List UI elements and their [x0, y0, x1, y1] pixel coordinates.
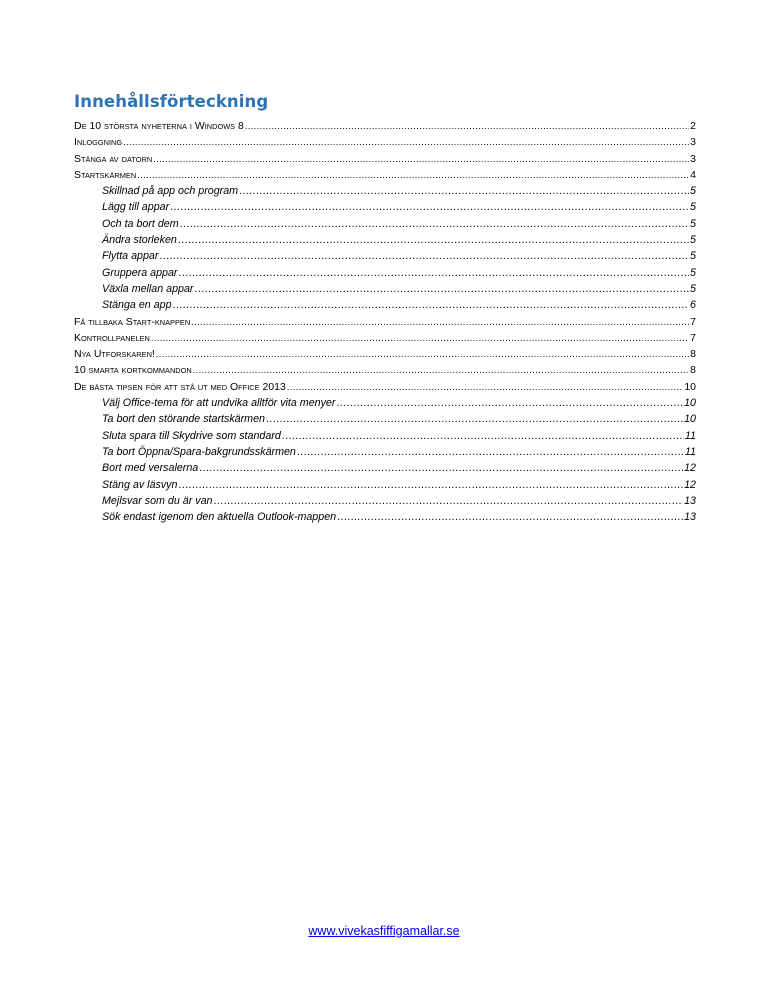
toc-entry-page-number: 2	[690, 120, 696, 132]
toc-entry-text: KONTROLLPANELEN	[74, 331, 150, 344]
toc-dot-leader	[156, 346, 689, 362]
toc-entry[interactable]	[74, 281, 696, 297]
toc-entry-page-number: 7	[690, 315, 696, 328]
toc-dot-leader	[159, 248, 689, 264]
toc-entry-text: Bort med versalerna	[102, 462, 199, 475]
toc-entry-text: Mejlsvar som du är van	[102, 494, 213, 507]
toc-entry-page-number: 8	[690, 348, 696, 361]
toc-entry[interactable]	[74, 232, 696, 248]
toc-entry-text: STÄNGA AV DATORN	[74, 152, 153, 165]
toc-dot-leader	[170, 199, 689, 215]
toc-entry-page-number: 10	[684, 380, 696, 393]
toc-dot-leader	[178, 265, 689, 281]
toc-dot-leader	[337, 509, 683, 525]
toc-entry-page-number: 13	[684, 494, 696, 507]
toc-entry-text: Växla mellan appar	[102, 282, 194, 295]
toc-entry-text: Gruppera appar	[102, 266, 178, 279]
toc-entry-text: NYA UTFORSKAREN!	[74, 348, 155, 361]
toc-entry-text: INLOGGNING	[74, 136, 123, 149]
toc-entry[interactable]	[74, 460, 696, 476]
toc-entry[interactable]	[74, 444, 696, 460]
toc-dot-leader	[239, 183, 689, 199]
toc-entry-text: DE BÄSTA TIPSEN FÖR ATT STÅ UT MED OFFICE 2013	[74, 380, 286, 393]
toc-entry-page-number: 10	[684, 413, 696, 426]
toc-entry[interactable]	[74, 134, 696, 150]
toc-entry[interactable]	[74, 509, 696, 525]
toc-entry[interactable]	[74, 118, 696, 134]
toc-entry-page-number: 6	[690, 299, 696, 312]
toc-entry-page-number: 5	[690, 217, 696, 230]
toc-entry[interactable]	[74, 477, 696, 493]
toc-dot-leader	[178, 477, 683, 493]
toc-entry[interactable]	[74, 428, 696, 444]
toc-entry-text: FÅ TILLBAKA START-KNAPPEN	[74, 315, 191, 328]
toc-entry-page-number: 5	[690, 201, 696, 214]
toc-entry-page-number: 5	[690, 234, 696, 247]
toc-entry-text: Välj Office-tema för att undvika alltför vita menyer	[102, 397, 336, 410]
toc-entry-page-number: 7	[690, 331, 696, 344]
toc-entry-text: Sök endast igenom den aktuella Outlook-mappen	[102, 511, 337, 524]
toc-entry[interactable]	[74, 493, 696, 509]
toc-entry-page-number: 8	[690, 364, 696, 377]
toc-entry[interactable]	[74, 183, 696, 199]
toc-title: Innehållsförteckning	[74, 92, 269, 111]
toc-entry-text: Skillnad på app och program	[102, 185, 239, 198]
toc-entry-text: Ändra storleken	[102, 234, 177, 247]
toc-dot-leader	[282, 428, 684, 444]
toc-dot-leader	[153, 151, 689, 167]
toc-dot-leader	[151, 330, 689, 346]
toc-entry-page-number: 3	[690, 152, 696, 165]
footer-website-link[interactable]: www.vivekasfiffigamallar.se	[308, 924, 460, 938]
toc-entry-page-number: 5	[690, 250, 696, 263]
toc-dot-leader	[213, 493, 683, 509]
toc-entry-page-number: 3	[690, 136, 696, 149]
toc-entry-text: 10 SMARTA KORTKOMMANDON	[74, 364, 192, 377]
toc-entry-text: Och ta bort dem	[102, 217, 179, 230]
toc-entry-page-number: 11	[684, 429, 696, 442]
toc-entry[interactable]	[74, 346, 696, 362]
toc-entry[interactable]	[74, 395, 696, 411]
toc-entry-text: Flytta appar	[102, 250, 159, 263]
toc-entry-page-number: 5	[690, 266, 696, 279]
toc-entry-page-number: 12	[684, 478, 696, 491]
toc-entry[interactable]	[74, 151, 696, 167]
toc-entry-text: Ta bort Öppna/Spara-bakgrundsskärmen	[102, 445, 296, 458]
toc-entry[interactable]	[74, 362, 696, 378]
toc-entry[interactable]	[74, 199, 696, 215]
toc-dot-leader	[266, 411, 683, 427]
toc-entry-page-number: 11	[684, 445, 696, 458]
toc-dot-leader	[180, 216, 689, 232]
toc-entry-text: Ta bort den störande startskärmen	[102, 413, 265, 426]
toc-entry[interactable]	[74, 379, 696, 395]
toc-dot-leader	[137, 167, 689, 183]
toc-entry[interactable]	[74, 330, 696, 346]
toc-dot-leader	[245, 118, 689, 134]
toc-entry-text: Stäng av läsvyn	[102, 478, 178, 491]
toc-entry-text: Sluta spara till Skydrive som standard	[102, 429, 281, 442]
toc-entry-page-number: 12	[684, 462, 696, 475]
toc-entry[interactable]	[74, 216, 696, 232]
toc-dot-leader	[173, 297, 690, 313]
toc-entry-page-number: 13	[684, 511, 696, 524]
toc-entry-page-number: 10	[684, 397, 696, 410]
toc-dot-leader	[178, 232, 689, 248]
toc-dot-leader	[297, 444, 684, 460]
toc-dot-leader	[191, 314, 689, 330]
toc-entry-page-number: 4	[690, 168, 696, 181]
toc-entry[interactable]	[74, 297, 696, 313]
toc-dot-leader	[123, 134, 689, 150]
toc-entry-text: DE 10 STÖRSTA NYHETERNA I WINDOWS 8	[74, 120, 244, 132]
toc-entry[interactable]	[74, 411, 696, 427]
toc-entry-text: Stänga en app	[102, 299, 172, 312]
toc-dot-leader	[287, 379, 684, 395]
toc-entry-text: STARTSKÄRMEN	[74, 168, 137, 181]
toc-entry[interactable]	[74, 167, 696, 183]
toc-entry[interactable]	[74, 265, 696, 281]
toc-entry[interactable]	[74, 248, 696, 264]
toc-dot-leader	[193, 362, 689, 378]
toc-entry-text: Lägg till appar	[102, 201, 170, 214]
toc-dot-leader	[199, 460, 683, 476]
toc-dot-leader	[195, 281, 690, 297]
toc-entry-page-number: 5	[690, 185, 696, 198]
toc-entry-page-number: 5	[690, 282, 696, 295]
toc-dot-leader	[336, 395, 683, 411]
toc-entry[interactable]	[74, 314, 696, 330]
table-of-contents	[74, 118, 696, 525]
